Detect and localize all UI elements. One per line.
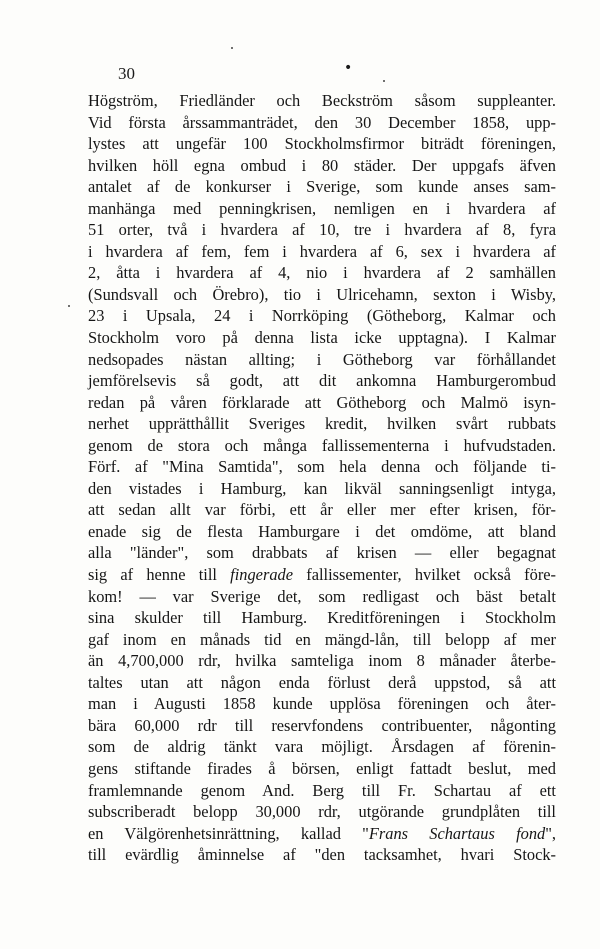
text-line	[88, 456, 556, 478]
text-line	[88, 586, 556, 608]
line-text: redan på våren förklarade att Götheborg och Malmö isyn-	[88, 392, 556, 412]
line-text: man i Augusti 1858 kunde upplösa föreningen och åter-	[88, 694, 556, 714]
line-text: 51 orter, två i hvardera af 10, tre i hvardera af 8, fyra	[88, 220, 556, 240]
text-line	[88, 284, 556, 306]
print-speck	[231, 47, 233, 49]
line-text-after: fallissementer, hvilket också före-	[293, 565, 557, 585]
text-line	[88, 650, 556, 672]
text-line	[88, 176, 556, 198]
line-text: till evärdlig åminnelse af "den tacksamhet, hvari Stock-	[88, 845, 556, 865]
text-line	[88, 499, 556, 521]
text-line	[88, 715, 556, 737]
line-text: kom! — var Sverige det, som redligast och bäst betalt	[88, 586, 556, 606]
italic-text: fingerade	[230, 565, 293, 585]
line-text: än 4,700,000 rdr, hvilka samteliga inom 8 månader återbe-	[88, 651, 556, 671]
text-line	[88, 542, 556, 564]
line-text: den vistades i Hamburg, kan likväl sanningsenligt intyga,	[88, 478, 556, 498]
line-text: hvilken höll egna ombud i 80 städer. Der uppgafs äfven	[88, 155, 556, 175]
line-text: (Sundsvall och Örebro), tio i Ulricehamn, sexton i Wisby,	[88, 284, 556, 304]
text-line	[88, 392, 556, 414]
body-text	[88, 90, 556, 866]
text-line	[88, 672, 556, 694]
text-line	[88, 370, 556, 392]
line-text: gaf inom en månads tid en mängd-lån, till belopp af mer	[88, 629, 556, 649]
text-line	[88, 155, 556, 177]
line-text: sig af henne till	[88, 565, 231, 585]
text-line	[88, 198, 556, 220]
line-text: subscriberadt belopp 30,000 rdr, utgörande grundplåten till	[88, 802, 556, 822]
line-text: Förf. af "Mina Samtida", som hela denna och följande ti-	[88, 457, 556, 477]
text-line	[88, 133, 556, 155]
line-text: taltes utan att någon enda förlust derå uppstod, så att	[88, 672, 556, 692]
text-line	[88, 112, 556, 134]
text-line	[88, 758, 556, 780]
text-line	[88, 564, 556, 586]
text-line	[88, 413, 556, 435]
text-line	[88, 349, 556, 371]
line-text: 23 i Upsala, 24 i Norrköping (Götheborg, Kalmar och	[88, 306, 556, 326]
line-text: antalet af de konkurser i Sverige, som kunde anses sam-	[88, 177, 556, 197]
line-text: jemförelsevis så godt, att dit ankomna Hamburgerombud	[88, 371, 556, 391]
text-line	[88, 327, 556, 349]
text-line	[88, 435, 556, 457]
line-text: Högström, Friedländer och Beckström såsom suppleanter.	[88, 91, 556, 110]
line-text: gens stiftande firades å börsen, enligt fattadt beslut, med	[88, 758, 556, 778]
text-line	[88, 478, 556, 500]
line-text: framlemnande genom And. Berg till Fr. Schartau af ett	[88, 780, 556, 800]
page-number: 30	[118, 64, 135, 83]
text-line	[88, 521, 556, 543]
line-text: en Välgörenhetsinrättning, kallad "	[88, 823, 369, 843]
italic-text: Frans Schartaus fond	[368, 823, 546, 843]
text-line	[88, 780, 556, 802]
line-text: 2, åtta i hvardera af 4, nio i hvardera af 2 samhällen	[88, 263, 556, 283]
line-text: alla "länder", som drabbats af krisen — eller begagnat	[88, 543, 556, 563]
line-text: i hvardera af fem, fem i hvardera af 6, sex i hvardera af	[88, 241, 556, 261]
text-line	[88, 241, 556, 263]
line-text: nedsopades nästan allting; i Götheborg var förhållandet	[88, 349, 556, 369]
text-line	[88, 693, 556, 715]
line-text: Stockholm voro på denna lista icke upptagna). I Kalmar	[88, 328, 556, 348]
line-text: som de aldrig tänkt vara möjligt. Årsdagen af förenin-	[88, 737, 556, 757]
text-line	[88, 801, 556, 823]
ornament-dot: •	[344, 60, 353, 76]
line-text: bära 60,000 rdr till reservfondens contribuenter, någonting	[88, 715, 556, 735]
line-text: lystes att ungefär 100 Stockholmsfirmor biträdt föreningen,	[88, 134, 556, 154]
text-line	[88, 262, 556, 284]
line-text: nerhet upprätthållit Sveriges kredit, hvilken svårt rubbats	[88, 414, 556, 434]
line-text: Vid första årssammanträdet, den 30 December 1858, upp-	[88, 112, 556, 132]
print-speck	[68, 305, 70, 307]
line-text-after: ",	[545, 823, 557, 843]
line-text: att sedan allt var förbi, ett år eller mer efter krisen, för-	[88, 500, 556, 520]
print-speck	[383, 80, 385, 82]
line-text: genom de stora och många fallissementerna i hufvudstaden.	[88, 435, 556, 455]
text-line	[88, 607, 556, 629]
text-line	[88, 823, 556, 845]
text-line	[88, 736, 556, 758]
text-line	[88, 305, 556, 327]
text-line	[88, 219, 556, 241]
line-text: sina skulder till Hamburg. Kreditföreningen i Stockholm	[88, 608, 556, 628]
line-text: enade sig de flesta Hamburgare i det omdöme, att bland	[88, 521, 556, 541]
line-text: manhänga med penningkrisen, nemligen en i hvardera af	[88, 198, 556, 218]
text-line	[88, 629, 556, 651]
text-line	[88, 844, 556, 866]
text-line	[88, 90, 556, 112]
